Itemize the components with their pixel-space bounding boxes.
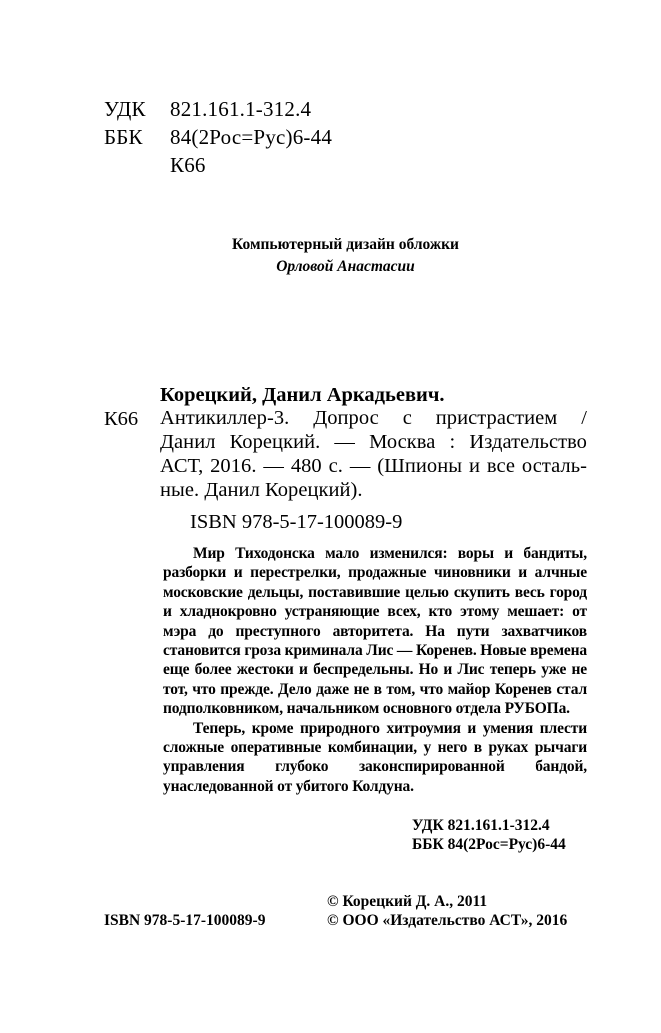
author-sign-record: К66 bbox=[104, 408, 139, 430]
bbk-label: ББК bbox=[104, 125, 143, 149]
cover-design-designer: Орловой Анастасии bbox=[276, 258, 415, 275]
biblio-line: Данил Корецкий. — Москва : Издательство bbox=[160, 431, 587, 453]
biblio-line: Антикиллер-3. Допрос с пристрастием / bbox=[160, 407, 587, 429]
author-heading: Корецкий, Данил Аркадьевич. bbox=[160, 384, 445, 406]
udk-label: УДК bbox=[104, 97, 146, 121]
copyright-publisher: © ООО «Издательство АСТ», 2016 bbox=[327, 912, 568, 929]
footer-bbk: ББК 84(2Рос=Рус)6-44 bbox=[412, 836, 566, 853]
bbk-line bbox=[104, 124, 332, 150]
annotation bbox=[163, 544, 587, 796]
udk-line bbox=[104, 96, 311, 122]
annotation-paragraph: Теперь, кроме природного хитроумия и умения плести сложные оперативные комбинации, у него в руках рычаги управления глубоко законспирированной бандой, унаследованной от убитого Колдуна. bbox=[163, 719, 587, 795]
footer-isbn: ISBN 978-5-17-100089-9 bbox=[104, 912, 266, 929]
biblio-line: ные. Данил Корецкий). bbox=[160, 479, 363, 501]
cover-design-title: Компьютерный дизайн обложки bbox=[232, 236, 459, 253]
udk-value: 821.161.1-312.4 bbox=[170, 97, 312, 121]
author-sign-top: К66 bbox=[170, 153, 206, 177]
annotation-paragraph: Мир Тиходонска мало изменился: воры и бандиты, разборки и перестрелки, продажные чиновники и алчные московские дельцы, поставившие целью скупить весь город и хладнокровно устраняющие всех, кто этому мешает: от мэра до преступного авторитета. На пути захватчиков становится гроза криминала Лис — Коренев. Новые времена еще более жестоки и беспредельны. Но и Лис теперь уже не тот, что прежде. Дело даже не в том, что майор Коренев стал подполковником, начальником основного отдела РУБОПа. bbox=[163, 545, 587, 718]
bbk-value: 84(2Рос=Рус)6-44 bbox=[170, 125, 333, 149]
biblio-line: АСТ, 2016. — 480 с. — (Шпионы и все осталь- bbox=[160, 455, 587, 477]
copyright-author: © Корецкий Д. А., 2011 bbox=[327, 893, 488, 910]
footer-udk: УДК 821.161.1-312.4 bbox=[412, 817, 550, 834]
isbn-record: ISBN 978-5-17-100089-9 bbox=[190, 511, 403, 533]
bibliographic-description bbox=[160, 406, 587, 502]
